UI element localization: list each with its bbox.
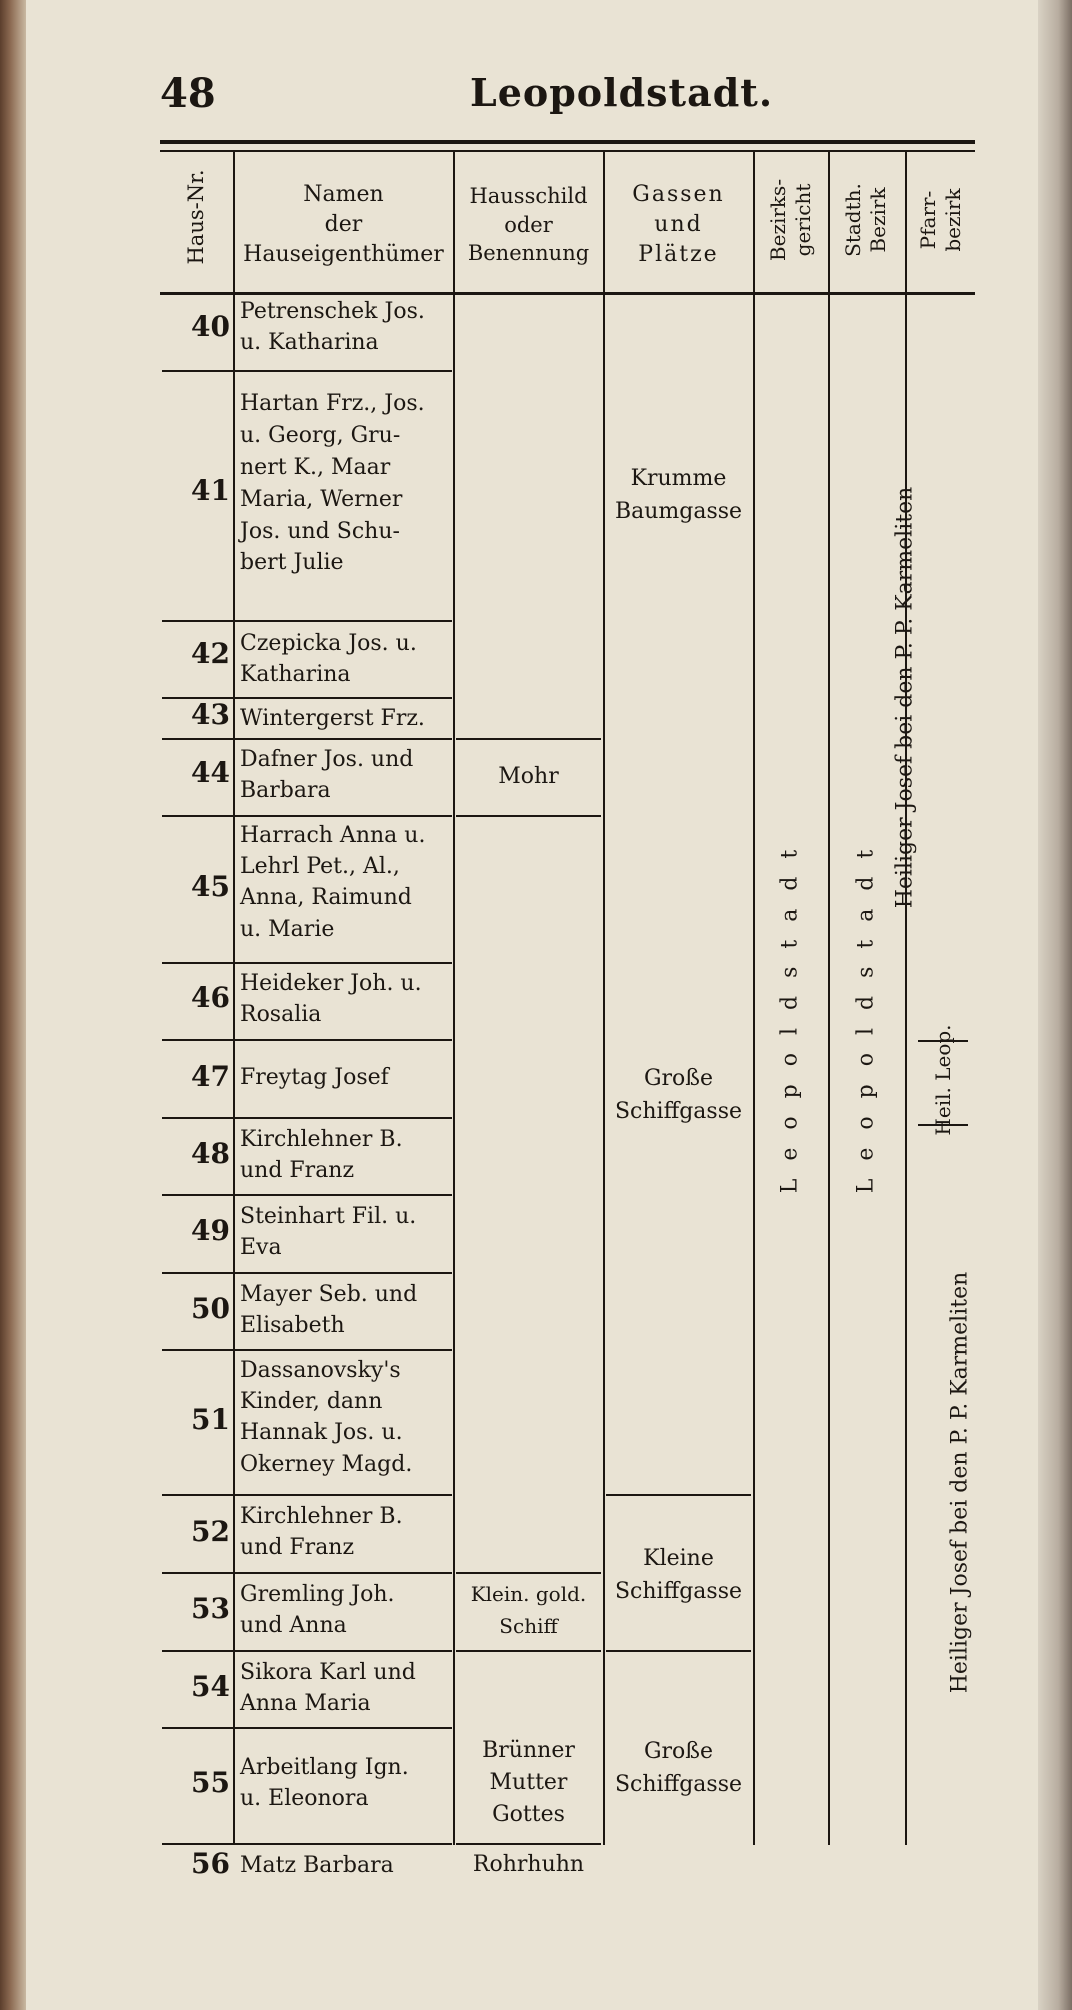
sign-separator <box>456 738 601 740</box>
owner-name: Arbeitlang Ign. u. Eleonora <box>240 1755 409 1812</box>
house-sign: Brünner Mutter Gottes <box>482 1738 575 1827</box>
owner-name: Steinhart Fil. u. Eva <box>240 1204 417 1261</box>
row-separator <box>162 370 452 372</box>
district-court-text: Leopoldstadt <box>777 831 803 1194</box>
owner-name: Sikora Karl und Anna Maria <box>240 1660 416 1717</box>
column-divider <box>905 150 907 1845</box>
parish-middle: Heil. Leop. <box>931 1024 955 1136</box>
street-name: Große Schiffgasse <box>614 1066 743 1124</box>
owner-name: Czepicka Jos. u. Katharina <box>240 631 417 688</box>
house-number: 46 <box>191 981 230 1014</box>
row-separator <box>162 1650 452 1652</box>
street-name: Große Schiffgasse <box>614 1739 743 1797</box>
house-number: 55 <box>191 1766 230 1799</box>
owner-name: Matz Barbara <box>240 1853 394 1878</box>
row-separator <box>162 1843 452 1845</box>
row-separator <box>162 1349 452 1351</box>
row-separator <box>162 1272 452 1274</box>
parish-upper: Heiliger Josef bei den P. P. Karmeliten <box>892 486 918 909</box>
street-separator <box>606 1650 751 1652</box>
owner-name: Hartan Frz., Jos. u. Georg, Gru- nert K., Maar Maria, Werner Jos. und Schu- bert Julie <box>240 391 425 576</box>
house-number: 51 <box>191 1403 230 1436</box>
house-number: 45 <box>191 870 230 903</box>
house-number: 42 <box>191 637 230 670</box>
row-separator <box>162 738 452 740</box>
column-divider <box>603 150 605 1845</box>
owner-name: Dassanovsky's Kinder, dann Hannak Jos. u. Okerney Magd. <box>240 1358 413 1477</box>
row-separator <box>162 1117 452 1119</box>
owner-name: Wintergerst Frz. <box>240 706 425 731</box>
row-separator <box>162 1494 452 1496</box>
header-district-court: Bezirks- gericht <box>766 178 815 262</box>
sign-separator <box>456 1572 601 1574</box>
row-separator <box>162 1194 452 1196</box>
house-number: 54 <box>191 1670 230 1703</box>
house-number: 41 <box>191 474 230 507</box>
owner-name: Heideker Joh. u. Rosalia <box>240 971 422 1028</box>
house-number: 40 <box>191 310 230 343</box>
header-haus-nr: Haus-Nr. <box>184 169 208 265</box>
column-divider <box>753 150 755 1845</box>
header-owner-names: Namen der Hauseigenthümer <box>243 182 444 267</box>
house-number: 52 <box>191 1515 230 1548</box>
owner-name: Kirchlehner B. und Franz <box>240 1127 403 1184</box>
row-separator <box>162 815 452 817</box>
column-divider <box>828 150 830 1845</box>
street-name: Krumme Baumgasse <box>614 466 743 524</box>
house-number: 53 <box>191 1592 230 1625</box>
header-house-sign: Hausschild oder Benennung <box>467 184 590 266</box>
owner-name: Harrach Anna u. Lehrl Pet., Al., Anna, Raimund u. Marie <box>240 823 426 942</box>
city-district-text: Leopoldstadt <box>853 831 879 1194</box>
row-separator <box>162 1727 452 1729</box>
book-spine-edge <box>0 0 26 2010</box>
page-number: 48 <box>160 70 216 117</box>
running-head: Leopoldstadt. <box>470 70 774 115</box>
street-separator <box>606 1494 751 1496</box>
sign-separator <box>456 1650 601 1652</box>
owner-name: Dafner Jos. und Barbara <box>240 747 414 804</box>
page-right-edge <box>1038 0 1072 2010</box>
sign-separator <box>456 815 601 817</box>
header-streets: Gassen und Plätze <box>632 182 725 267</box>
header-parish-district: Pfarr- bezirk <box>916 188 965 252</box>
owner-name: Kirchlehner B. und Franz <box>240 1504 403 1561</box>
house-number: 47 <box>191 1060 230 1093</box>
owner-name: Gremling Joh. und Anna <box>240 1582 395 1639</box>
row-separator <box>162 1039 452 1041</box>
house-number: 50 <box>191 1292 230 1325</box>
row-separator <box>162 1572 452 1574</box>
house-number: 48 <box>191 1137 230 1170</box>
house-sign: Klein. gold. Schiff <box>470 1582 587 1638</box>
house-number: 49 <box>191 1214 230 1247</box>
row-separator <box>162 962 452 964</box>
header-city-district: Stadth. Bezirk <box>841 183 890 257</box>
row-separator <box>162 620 452 622</box>
house-sign: Rohrhuhn <box>472 1852 585 1877</box>
top-rule <box>160 140 975 144</box>
owner-name: Petrenschek Jos. u. Katharina <box>240 299 425 356</box>
owner-name: Freytag Josef <box>240 1065 389 1090</box>
house-number: 56 <box>191 1847 230 1880</box>
column-divider <box>233 150 235 1845</box>
house-number: 44 <box>191 756 230 789</box>
parish-lower: Heiliger Josef bei den P. P. Karmeliten <box>947 1271 973 1694</box>
sign-separator <box>456 1843 601 1845</box>
house-sign: Mohr <box>498 764 559 789</box>
street-name: Kleine Schiffgasse <box>614 1546 743 1604</box>
column-divider <box>453 150 455 1845</box>
owner-name: Mayer Seb. und Elisabeth <box>240 1282 418 1339</box>
house-number: 43 <box>191 698 230 731</box>
